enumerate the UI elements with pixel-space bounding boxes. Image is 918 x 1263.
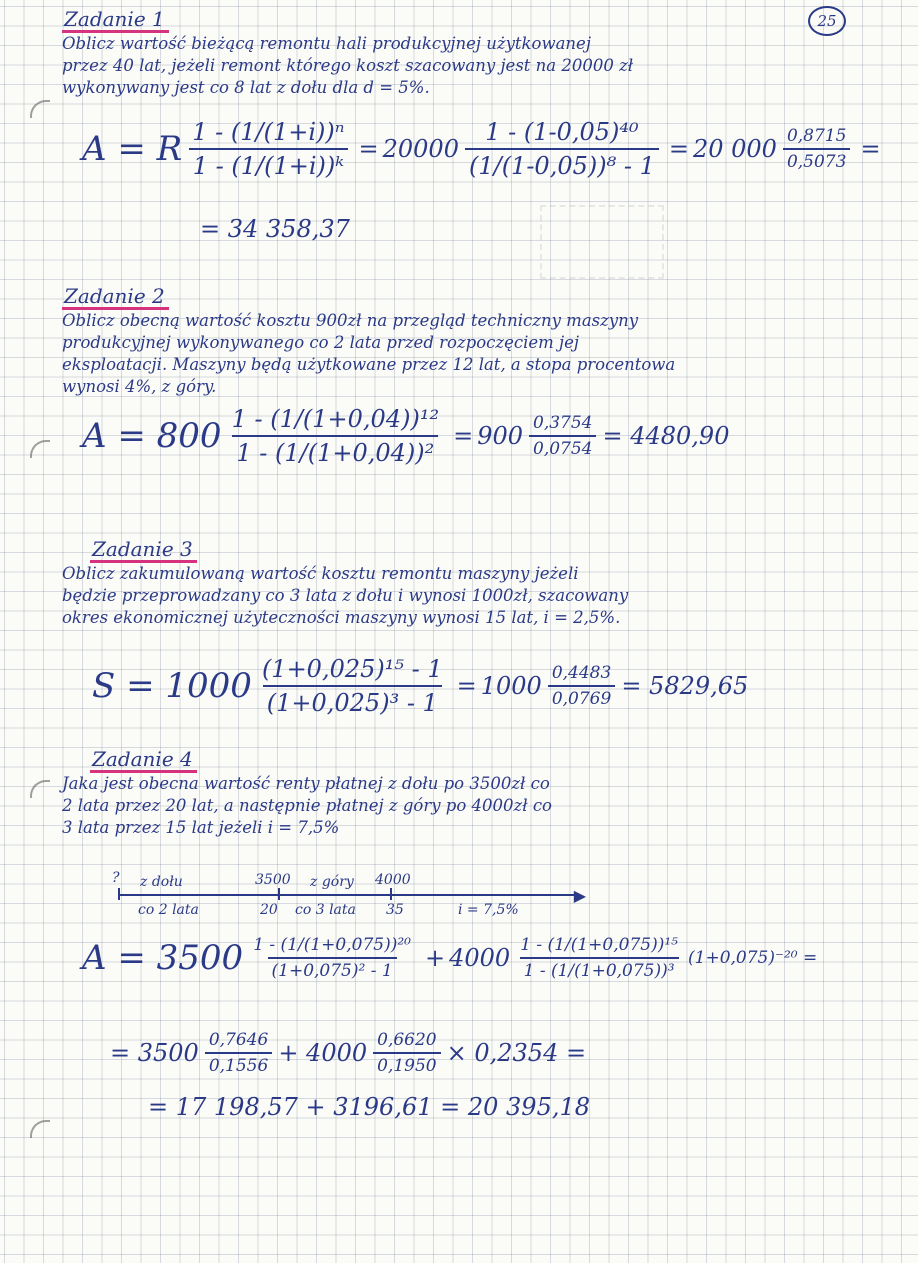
task-title: Zadanie 1 bbox=[62, 8, 169, 33]
equals-sign: = bbox=[860, 135, 881, 163]
fraction bbox=[205, 1030, 272, 1076]
task-3-equation bbox=[92, 655, 748, 717]
timeline-tick bbox=[390, 888, 392, 900]
equals-sign: = bbox=[358, 135, 379, 163]
equals-sign: = bbox=[668, 135, 689, 163]
task-text: Oblicz wartość bieżącą remontu hali produkcyjnej użytkowanej przez 40 lat, jeżeli remont którego koszt szacowany jest na 20000 zł wykonywany jest co 8 lat z dołu dla d = 5%. bbox=[62, 34, 634, 97]
fraction bbox=[465, 118, 659, 180]
task-1-equation bbox=[82, 118, 885, 180]
denominator: 0,0769 bbox=[548, 685, 615, 709]
numerator: 0,8715 bbox=[786, 126, 847, 146]
margin-hole-mark bbox=[30, 100, 50, 118]
timeline-segment-label: co 3 lata bbox=[295, 902, 356, 918]
margin-hole-mark bbox=[30, 440, 50, 458]
task-4-equation-line-2 bbox=[110, 1030, 586, 1076]
fraction bbox=[249, 935, 415, 981]
denominator: 1 - (1/(1+0,04))² bbox=[232, 435, 438, 467]
fraction bbox=[228, 405, 444, 467]
denominator: 0,1950 bbox=[373, 1052, 440, 1076]
denominator: 0,0754 bbox=[529, 435, 596, 459]
result: = 4480,90 bbox=[602, 422, 730, 450]
numerator: 1 - (1-0,05)⁴⁰ bbox=[485, 118, 639, 146]
task-title: Zadanie 4 bbox=[90, 748, 197, 773]
margin-hole-mark bbox=[30, 1120, 50, 1138]
timeline-segment-label: co 2 lata bbox=[138, 902, 199, 918]
task-text: Jaka jest obecna wartość renty płatnej z dołu po 3500zł co 2 lata przez 20 lat, a następnie płatnej z góry po 4000zł co 3 lata przez 15 lat jeżeli i = 7,5% bbox=[62, 774, 552, 837]
equals-sign: = bbox=[456, 672, 477, 700]
timeline-segment-label: z dołu bbox=[140, 874, 183, 890]
denominator: (1/(1-0,05))⁸ - 1 bbox=[465, 148, 659, 180]
task-text: Oblicz zakumulowaną wartość kosztu remontu maszyny jeżeli będzie przeprowadzany co 3 lata z dołu i wynosi 1000zł, szacowany okres ekonomicznej użyteczności maszyny wynosi 15 lat, i = 2,5%. bbox=[62, 564, 629, 627]
multiplier: × 0,2354 = bbox=[446, 1039, 587, 1067]
arrow-right-icon: ▶ bbox=[573, 886, 586, 905]
task-4-final-result: = 17 198,57 + 3196,61 = 20 395,18 bbox=[148, 1093, 591, 1121]
timeline-amount: 3500 bbox=[255, 872, 291, 888]
coefficient: 1000 bbox=[480, 672, 542, 700]
equals-sign: = bbox=[453, 422, 474, 450]
eq-lhs: A = 3500 bbox=[82, 938, 244, 978]
task-1 bbox=[62, 8, 862, 99]
coefficient: 4000 bbox=[449, 944, 511, 972]
coefficient: 20000 bbox=[382, 135, 459, 163]
task-2-equation bbox=[82, 405, 729, 467]
timeline-start-label: ? bbox=[112, 870, 120, 886]
coefficient: 20 000 bbox=[692, 135, 777, 163]
result: = 5829,65 bbox=[621, 672, 749, 700]
timeline-segment-label: z góry bbox=[310, 874, 354, 890]
eq-lhs: A = 800 bbox=[82, 416, 222, 456]
task-2 bbox=[62, 285, 862, 398]
timeline-rate: i = 7,5% bbox=[458, 902, 519, 918]
numerator: 1 - (1/(1+i))ⁿ bbox=[192, 118, 345, 146]
eq-lhs: A = R bbox=[82, 129, 183, 169]
numerator: 0,4483 bbox=[551, 663, 612, 683]
numerator: 0,3754 bbox=[533, 413, 593, 433]
numerator: 0,7646 bbox=[208, 1030, 269, 1050]
denominator: 1 - (1/(1+0,075))³ bbox=[520, 957, 679, 981]
denominator: 1 - (1/(1+i))ᵏ bbox=[189, 148, 348, 180]
denominator: 0,5073 bbox=[783, 148, 850, 172]
timeline-year-label: 20 bbox=[260, 902, 278, 918]
timeline-year-label: 35 bbox=[386, 902, 404, 918]
fraction bbox=[188, 118, 348, 180]
numerator: (1+0,025)¹⁵ - 1 bbox=[261, 655, 443, 683]
task-4-equation-line-1 bbox=[82, 935, 817, 981]
task-title: Zadanie 2 bbox=[62, 285, 169, 310]
fraction bbox=[548, 663, 615, 709]
plus-sign: + bbox=[425, 944, 446, 972]
payment-timeline bbox=[110, 868, 586, 928]
denominator: (1+0,075)² - 1 bbox=[268, 957, 397, 981]
coefficient: 900 bbox=[477, 422, 523, 450]
task-text: Oblicz obecną wartość kosztu 900zł na przegląd techniczny maszyny produkcyjnej wykonywanego co 2 lata przed rozpoczęciem jej eksploatacji. Maszyny będą użytkowane przez 12 lat, a stopa procentowa wynosi 4%, z góry. bbox=[62, 311, 676, 396]
denominator: 0,1556 bbox=[205, 1052, 272, 1076]
task-title: Zadanie 3 bbox=[90, 538, 197, 563]
eq-lhs: S = 1000 bbox=[92, 666, 252, 706]
page-number: 25 bbox=[808, 6, 846, 36]
margin-hole-mark bbox=[30, 780, 50, 798]
discount-factor: (1+0,075)⁻²⁰ = bbox=[688, 948, 818, 968]
fraction bbox=[516, 935, 682, 981]
denominator: (1+0,025)³ - 1 bbox=[263, 685, 442, 717]
numerator: 0,6620 bbox=[377, 1030, 437, 1050]
task-3 bbox=[62, 538, 862, 629]
numerator: 1 - (1/(1+0,075))²⁰ bbox=[253, 935, 411, 955]
timeline-tick bbox=[118, 888, 120, 900]
task-1-result: = 34 358,37 bbox=[200, 215, 350, 243]
fraction bbox=[373, 1030, 440, 1076]
timeline-tick bbox=[278, 888, 280, 900]
numerator: 1 - (1/(1+0,04))¹² bbox=[231, 405, 440, 433]
task-4 bbox=[62, 748, 862, 839]
fraction bbox=[258, 655, 447, 717]
timeline-amount: 4000 bbox=[375, 872, 411, 888]
faded-stamp bbox=[540, 205, 664, 279]
fraction bbox=[783, 126, 850, 172]
coefficient: = 3500 bbox=[110, 1039, 199, 1067]
fraction bbox=[529, 413, 596, 459]
numerator: 1 - (1/(1+0,075))¹⁵ bbox=[520, 935, 678, 955]
timeline-axis bbox=[118, 894, 580, 896]
coefficient: + 4000 bbox=[278, 1039, 368, 1067]
